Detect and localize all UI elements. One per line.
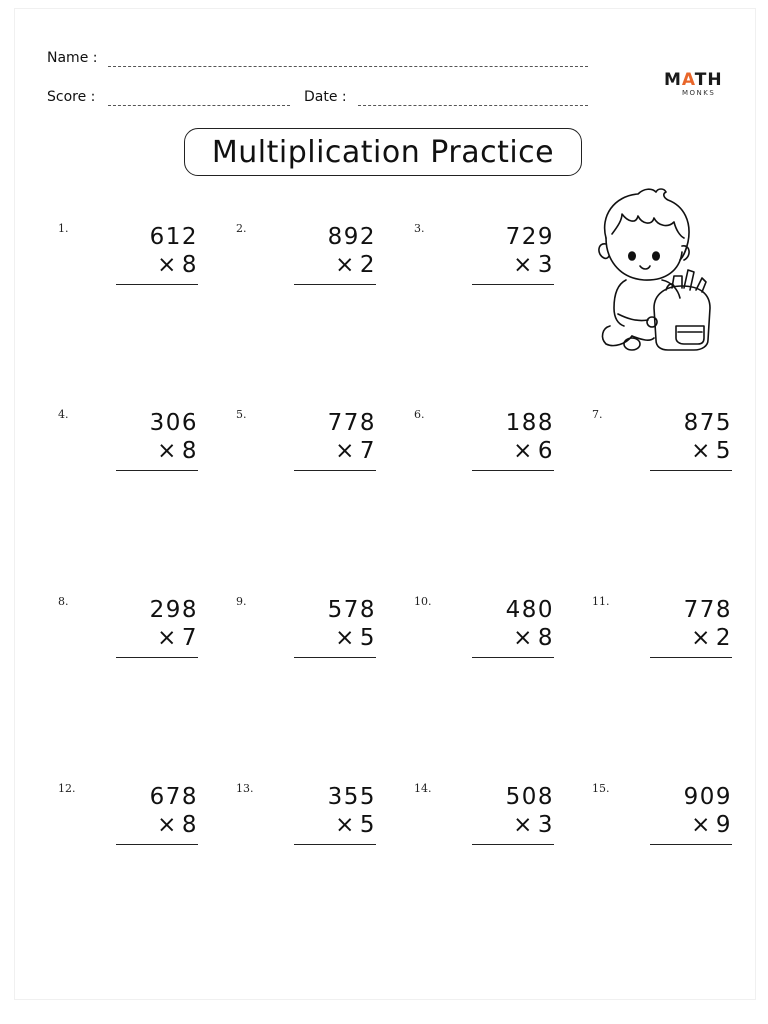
name-label: Name : [47, 50, 98, 66]
times-icon: × [157, 625, 178, 651]
answer-line[interactable] [472, 844, 554, 845]
answer-line[interactable] [650, 844, 732, 845]
times-icon: × [335, 812, 356, 838]
title-box [184, 128, 582, 176]
answer-line[interactable] [294, 657, 376, 658]
problem-top-number: 355 [327, 784, 376, 810]
problem-top-number: 306 [149, 410, 198, 436]
logo-letters: TH [694, 70, 723, 90]
answer-line[interactable] [116, 844, 198, 845]
multiplier-value: 2 [359, 252, 376, 278]
problem-10 [414, 595, 554, 675]
multiplier-value: 5 [359, 812, 376, 838]
problem-number: 1. [58, 222, 69, 235]
kid-with-backpack-illustration [592, 186, 718, 356]
times-icon: × [157, 252, 178, 278]
problem-multiplier [157, 812, 198, 838]
answer-line[interactable] [116, 470, 198, 471]
multiplier-value: 7 [181, 625, 198, 651]
times-icon: × [335, 438, 356, 464]
problem-5 [236, 408, 376, 488]
problem-number: 2. [236, 222, 247, 235]
answer-line[interactable] [116, 657, 198, 658]
times-icon: × [513, 812, 534, 838]
problem-multiplier [335, 438, 376, 464]
times-icon: × [513, 625, 534, 651]
multiplier-value: 7 [359, 438, 376, 464]
score-label: Score : [47, 89, 96, 105]
times-icon: × [691, 625, 712, 651]
times-icon: × [691, 812, 712, 838]
problem-top-number: 480 [505, 597, 554, 623]
answer-line[interactable] [294, 470, 376, 471]
problem-number: 7. [592, 408, 603, 421]
multiplier-value: 8 [537, 625, 554, 651]
problem-multiplier [335, 252, 376, 278]
logo-accent-letter: A [681, 70, 695, 90]
times-icon: × [335, 625, 356, 651]
problem-multiplier [335, 625, 376, 651]
problem-12 [58, 782, 198, 862]
multiplier-value: 8 [181, 252, 198, 278]
problem-top-number: 778 [683, 597, 732, 623]
problem-number: 13. [236, 782, 254, 795]
logo-main-text [664, 70, 723, 90]
problem-number: 11. [592, 595, 610, 608]
problem-top-number: 188 [505, 410, 554, 436]
math-monks-logo [664, 70, 724, 104]
problem-number: 9. [236, 595, 247, 608]
problem-7 [592, 408, 732, 488]
logo-letter: M [664, 70, 682, 90]
problem-top-number: 612 [149, 224, 198, 250]
problem-number: 8. [58, 595, 69, 608]
problem-top-number: 678 [149, 784, 198, 810]
problem-multiplier [513, 252, 554, 278]
problem-11 [592, 595, 732, 675]
problem-top-number: 875 [683, 410, 732, 436]
multiplier-value: 6 [537, 438, 554, 464]
multiplier-value: 8 [181, 812, 198, 838]
problem-top-number: 578 [327, 597, 376, 623]
answer-line[interactable] [472, 470, 554, 471]
multiplier-value: 2 [715, 625, 732, 651]
answer-line[interactable] [294, 844, 376, 845]
problem-top-number: 778 [327, 410, 376, 436]
multiplier-value: 5 [715, 438, 732, 464]
multiplier-value: 8 [181, 438, 198, 464]
problem-number: 10. [414, 595, 432, 608]
problem-top-number: 508 [505, 784, 554, 810]
problem-number: 4. [58, 408, 69, 421]
problem-9 [236, 595, 376, 675]
answer-line[interactable] [650, 470, 732, 471]
problem-top-number: 729 [505, 224, 554, 250]
answer-line[interactable] [650, 657, 732, 658]
date-field[interactable] [358, 105, 588, 106]
multiplier-value: 3 [537, 812, 554, 838]
problem-multiplier [157, 252, 198, 278]
page-title: Multiplication Practice [211, 134, 555, 170]
problem-multiplier [691, 812, 732, 838]
name-field[interactable] [108, 66, 588, 67]
problem-number: 3. [414, 222, 425, 235]
problem-6 [414, 408, 554, 488]
problem-multiplier [513, 625, 554, 651]
date-label: Date : [304, 89, 347, 105]
times-icon: × [513, 252, 534, 278]
problem-multiplier [513, 438, 554, 464]
problem-number: 12. [58, 782, 76, 795]
multiplier-value: 5 [359, 625, 376, 651]
problem-multiplier [157, 625, 198, 651]
score-field[interactable] [108, 105, 290, 106]
problem-13 [236, 782, 376, 862]
problem-2 [236, 222, 376, 302]
times-icon: × [157, 438, 178, 464]
problem-multiplier [157, 438, 198, 464]
problem-multiplier [513, 812, 554, 838]
problem-1 [58, 222, 198, 302]
answer-line[interactable] [472, 657, 554, 658]
problem-8 [58, 595, 198, 675]
problem-multiplier [691, 625, 732, 651]
answer-line[interactable] [294, 284, 376, 285]
times-icon: × [157, 812, 178, 838]
problem-14 [414, 782, 554, 862]
answer-line[interactable] [472, 284, 554, 285]
logo-sub-text: MONKS [682, 89, 716, 97]
answer-line[interactable] [116, 284, 198, 285]
problem-top-number: 892 [327, 224, 376, 250]
times-icon: × [691, 438, 712, 464]
problem-4 [58, 408, 198, 488]
problem-15 [592, 782, 732, 862]
problem-number: 5. [236, 408, 247, 421]
problem-multiplier [691, 438, 732, 464]
problem-top-number: 298 [149, 597, 198, 623]
problem-number: 15. [592, 782, 610, 795]
multiplier-value: 9 [715, 812, 732, 838]
times-icon: × [335, 252, 356, 278]
multiplier-value: 3 [537, 252, 554, 278]
problem-number: 6. [414, 408, 425, 421]
problem-number: 14. [414, 782, 432, 795]
problem-multiplier [335, 812, 376, 838]
problem-top-number: 909 [683, 784, 732, 810]
times-icon: × [513, 438, 534, 464]
problem-3 [414, 222, 554, 302]
